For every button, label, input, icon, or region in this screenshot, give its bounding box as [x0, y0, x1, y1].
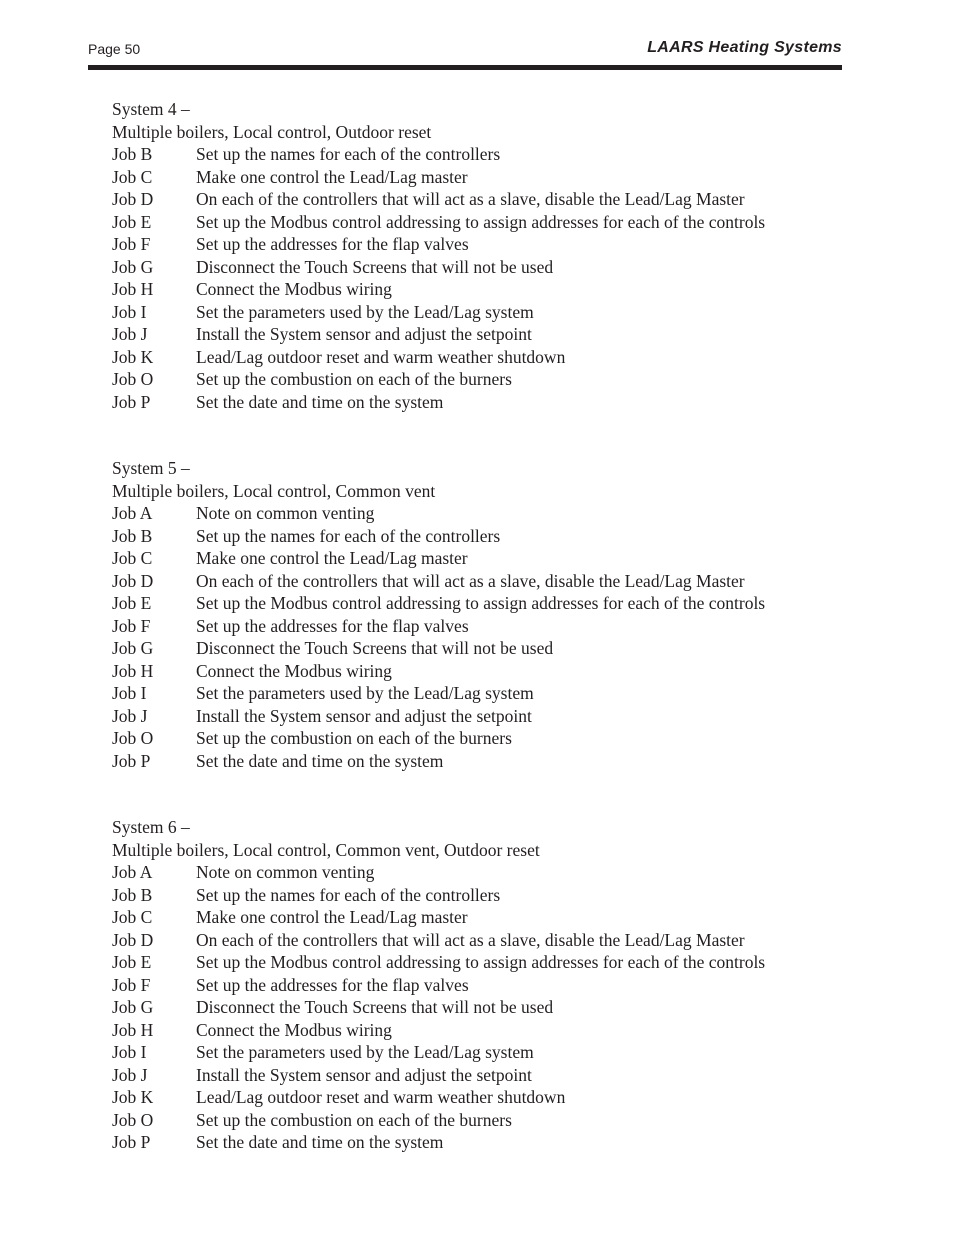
job-description: Set up the addresses for the flap valves — [196, 615, 469, 636]
job-row — [112, 188, 765, 211]
job-id: Job H — [112, 1019, 154, 1040]
job-id: Job P — [112, 1132, 151, 1152]
job-id: Job B — [112, 884, 153, 905]
job-description: Note on common venting — [196, 862, 375, 882]
job-id: Job G — [112, 997, 154, 1017]
job-description: Set up the names for each of the controllers — [196, 525, 501, 546]
job-id: Job P — [112, 750, 151, 771]
job-id: Job F — [112, 974, 151, 995]
job-id: Job I — [112, 1042, 147, 1062]
job-row — [112, 884, 765, 907]
job-id: Job C — [112, 166, 153, 187]
job-row — [112, 233, 765, 256]
job-description: Connect the Modbus wiring — [196, 279, 392, 299]
job-row — [112, 346, 765, 369]
job-description: Install the System sensor and adjust the setpoint — [196, 705, 532, 726]
job-id: Job C — [112, 907, 153, 927]
job-id: Job G — [112, 638, 154, 658]
job-row — [112, 682, 765, 705]
job-description: On each of the controllers that will act as a slave, disable the Lead/Lag Master — [196, 929, 745, 950]
job-row — [112, 368, 765, 391]
job-id: Job E — [112, 211, 152, 232]
job-row — [112, 278, 765, 301]
job-row — [112, 256, 765, 279]
job-row — [112, 166, 765, 189]
job-description: Set up the combustion on each of the burners — [196, 728, 512, 748]
job-description: Set the parameters used by the Lead/Lag system — [196, 1042, 534, 1062]
job-description: Note on common venting — [196, 503, 375, 523]
job-id: Job H — [112, 660, 154, 681]
brand-title: LAARS Heating Systems — [647, 39, 842, 56]
job-id: Job I — [112, 301, 147, 322]
page-header — [88, 38, 842, 72]
job-row — [112, 1019, 765, 1042]
job-row — [112, 1041, 765, 1064]
job-description: Make one control the Lead/Lag master — [196, 548, 468, 568]
job-row — [112, 996, 765, 1019]
job-row — [112, 143, 765, 166]
job-id: Job G — [112, 256, 154, 277]
system-subtitle: Multiple boilers, Local control, Outdoor reset — [112, 121, 432, 142]
system-title: System 5 – — [112, 458, 190, 478]
job-description: Set the parameters used by the Lead/Lag system — [196, 301, 534, 322]
job-id: Job J — [112, 705, 148, 726]
job-description: Connect the Modbus wiring — [196, 660, 392, 681]
job-description: On each of the controllers that will act as a slave, disable the Lead/Lag Master — [196, 570, 745, 591]
job-description: Set the parameters used by the Lead/Lag system — [196, 683, 534, 703]
job-row — [112, 391, 765, 414]
job-row — [112, 211, 765, 234]
job-id: Job B — [112, 525, 153, 546]
job-id: Job I — [112, 683, 147, 703]
job-description: Set up the names for each of the controllers — [196, 144, 501, 164]
job-description: Set up the Modbus control addressing to assign addresses for each of the controls — [196, 952, 766, 972]
job-description: Make one control the Lead/Lag master — [196, 166, 468, 187]
job-row — [112, 1131, 765, 1154]
job-row — [112, 861, 765, 884]
job-id: Job O — [112, 369, 154, 389]
job-row — [112, 301, 765, 324]
job-id: Job P — [112, 391, 151, 412]
job-row — [112, 502, 765, 525]
job-row — [112, 951, 765, 974]
job-id: Job J — [112, 1064, 148, 1085]
job-id: Job K — [112, 1087, 154, 1107]
job-row — [112, 323, 765, 346]
job-row — [112, 906, 765, 929]
job-row — [112, 750, 765, 773]
job-id: Job D — [112, 929, 154, 950]
system-subtitle: Multiple boilers, Local control, Common vent, Outdoor reset — [112, 839, 540, 860]
job-row — [112, 1064, 765, 1087]
job-id: Job J — [112, 324, 148, 344]
job-row — [112, 929, 765, 952]
job-description: Disconnect the Touch Screens that will not be used — [196, 997, 554, 1017]
job-id: Job D — [112, 189, 154, 209]
job-row — [112, 525, 765, 548]
job-row — [112, 592, 765, 615]
job-id: Job F — [112, 234, 151, 254]
job-description: Disconnect the Touch Screens that will not be used — [196, 638, 554, 658]
job-description: Lead/Lag outdoor reset and warm weather shutdown — [196, 1087, 566, 1107]
job-id: Job A — [112, 862, 153, 882]
job-description: Set up the addresses for the flap valves — [196, 234, 469, 254]
job-id: Job E — [112, 593, 152, 613]
header-rule — [88, 65, 842, 70]
system-title: System 6 – — [112, 817, 190, 837]
job-description: Set up the Modbus control addressing to assign addresses for each of the controls — [196, 211, 766, 232]
page-number: Page 50 — [88, 41, 141, 57]
system-section — [112, 98, 765, 413]
job-row — [112, 705, 765, 728]
job-description: Set up the names for each of the controllers — [196, 884, 501, 905]
job-description: Make one control the Lead/Lag master — [196, 907, 468, 927]
job-id: Job B — [112, 144, 153, 164]
job-description: On each of the controllers that will act as a slave, disable the Lead/Lag Master — [196, 189, 745, 209]
job-id: Job C — [112, 548, 153, 568]
job-description: Disconnect the Touch Screens that will not be used — [196, 256, 554, 277]
job-id: Job K — [112, 346, 154, 367]
job-row — [112, 547, 765, 570]
system-title: System 4 – — [112, 99, 190, 119]
job-row — [112, 615, 765, 638]
job-id: Job F — [112, 615, 151, 636]
job-description: Set up the combustion on each of the burners — [196, 1109, 512, 1130]
job-row — [112, 660, 765, 683]
job-description: Lead/Lag outdoor reset and warm weather shutdown — [196, 346, 566, 367]
job-row — [112, 570, 765, 593]
job-row — [112, 974, 765, 997]
system-subtitle: Multiple boilers, Local control, Common vent — [112, 480, 436, 501]
job-description: Install the System sensor and adjust the setpoint — [196, 1064, 532, 1085]
job-description: Set up the addresses for the flap valves — [196, 974, 469, 995]
job-id: Job D — [112, 570, 154, 591]
job-id: Job O — [112, 1109, 154, 1130]
job-row — [112, 727, 765, 750]
job-row — [112, 637, 765, 660]
job-id: Job H — [112, 279, 154, 299]
job-description: Connect the Modbus wiring — [196, 1019, 392, 1040]
job-description: Set the date and time on the system — [196, 391, 444, 412]
system-section — [112, 457, 765, 772]
job-description: Install the System sensor and adjust the setpoint — [196, 324, 532, 344]
job-row — [112, 1109, 765, 1132]
job-description: Set the date and time on the system — [196, 750, 444, 771]
job-id: Job A — [112, 503, 153, 523]
job-description: Set up the Modbus control addressing to assign addresses for each of the controls — [196, 593, 766, 613]
system-section — [112, 816, 765, 1154]
job-id: Job O — [112, 728, 154, 748]
job-id: Job E — [112, 952, 152, 972]
job-row — [112, 1086, 765, 1109]
job-description: Set up the combustion on each of the burners — [196, 369, 512, 389]
job-description: Set the date and time on the system — [196, 1132, 444, 1152]
